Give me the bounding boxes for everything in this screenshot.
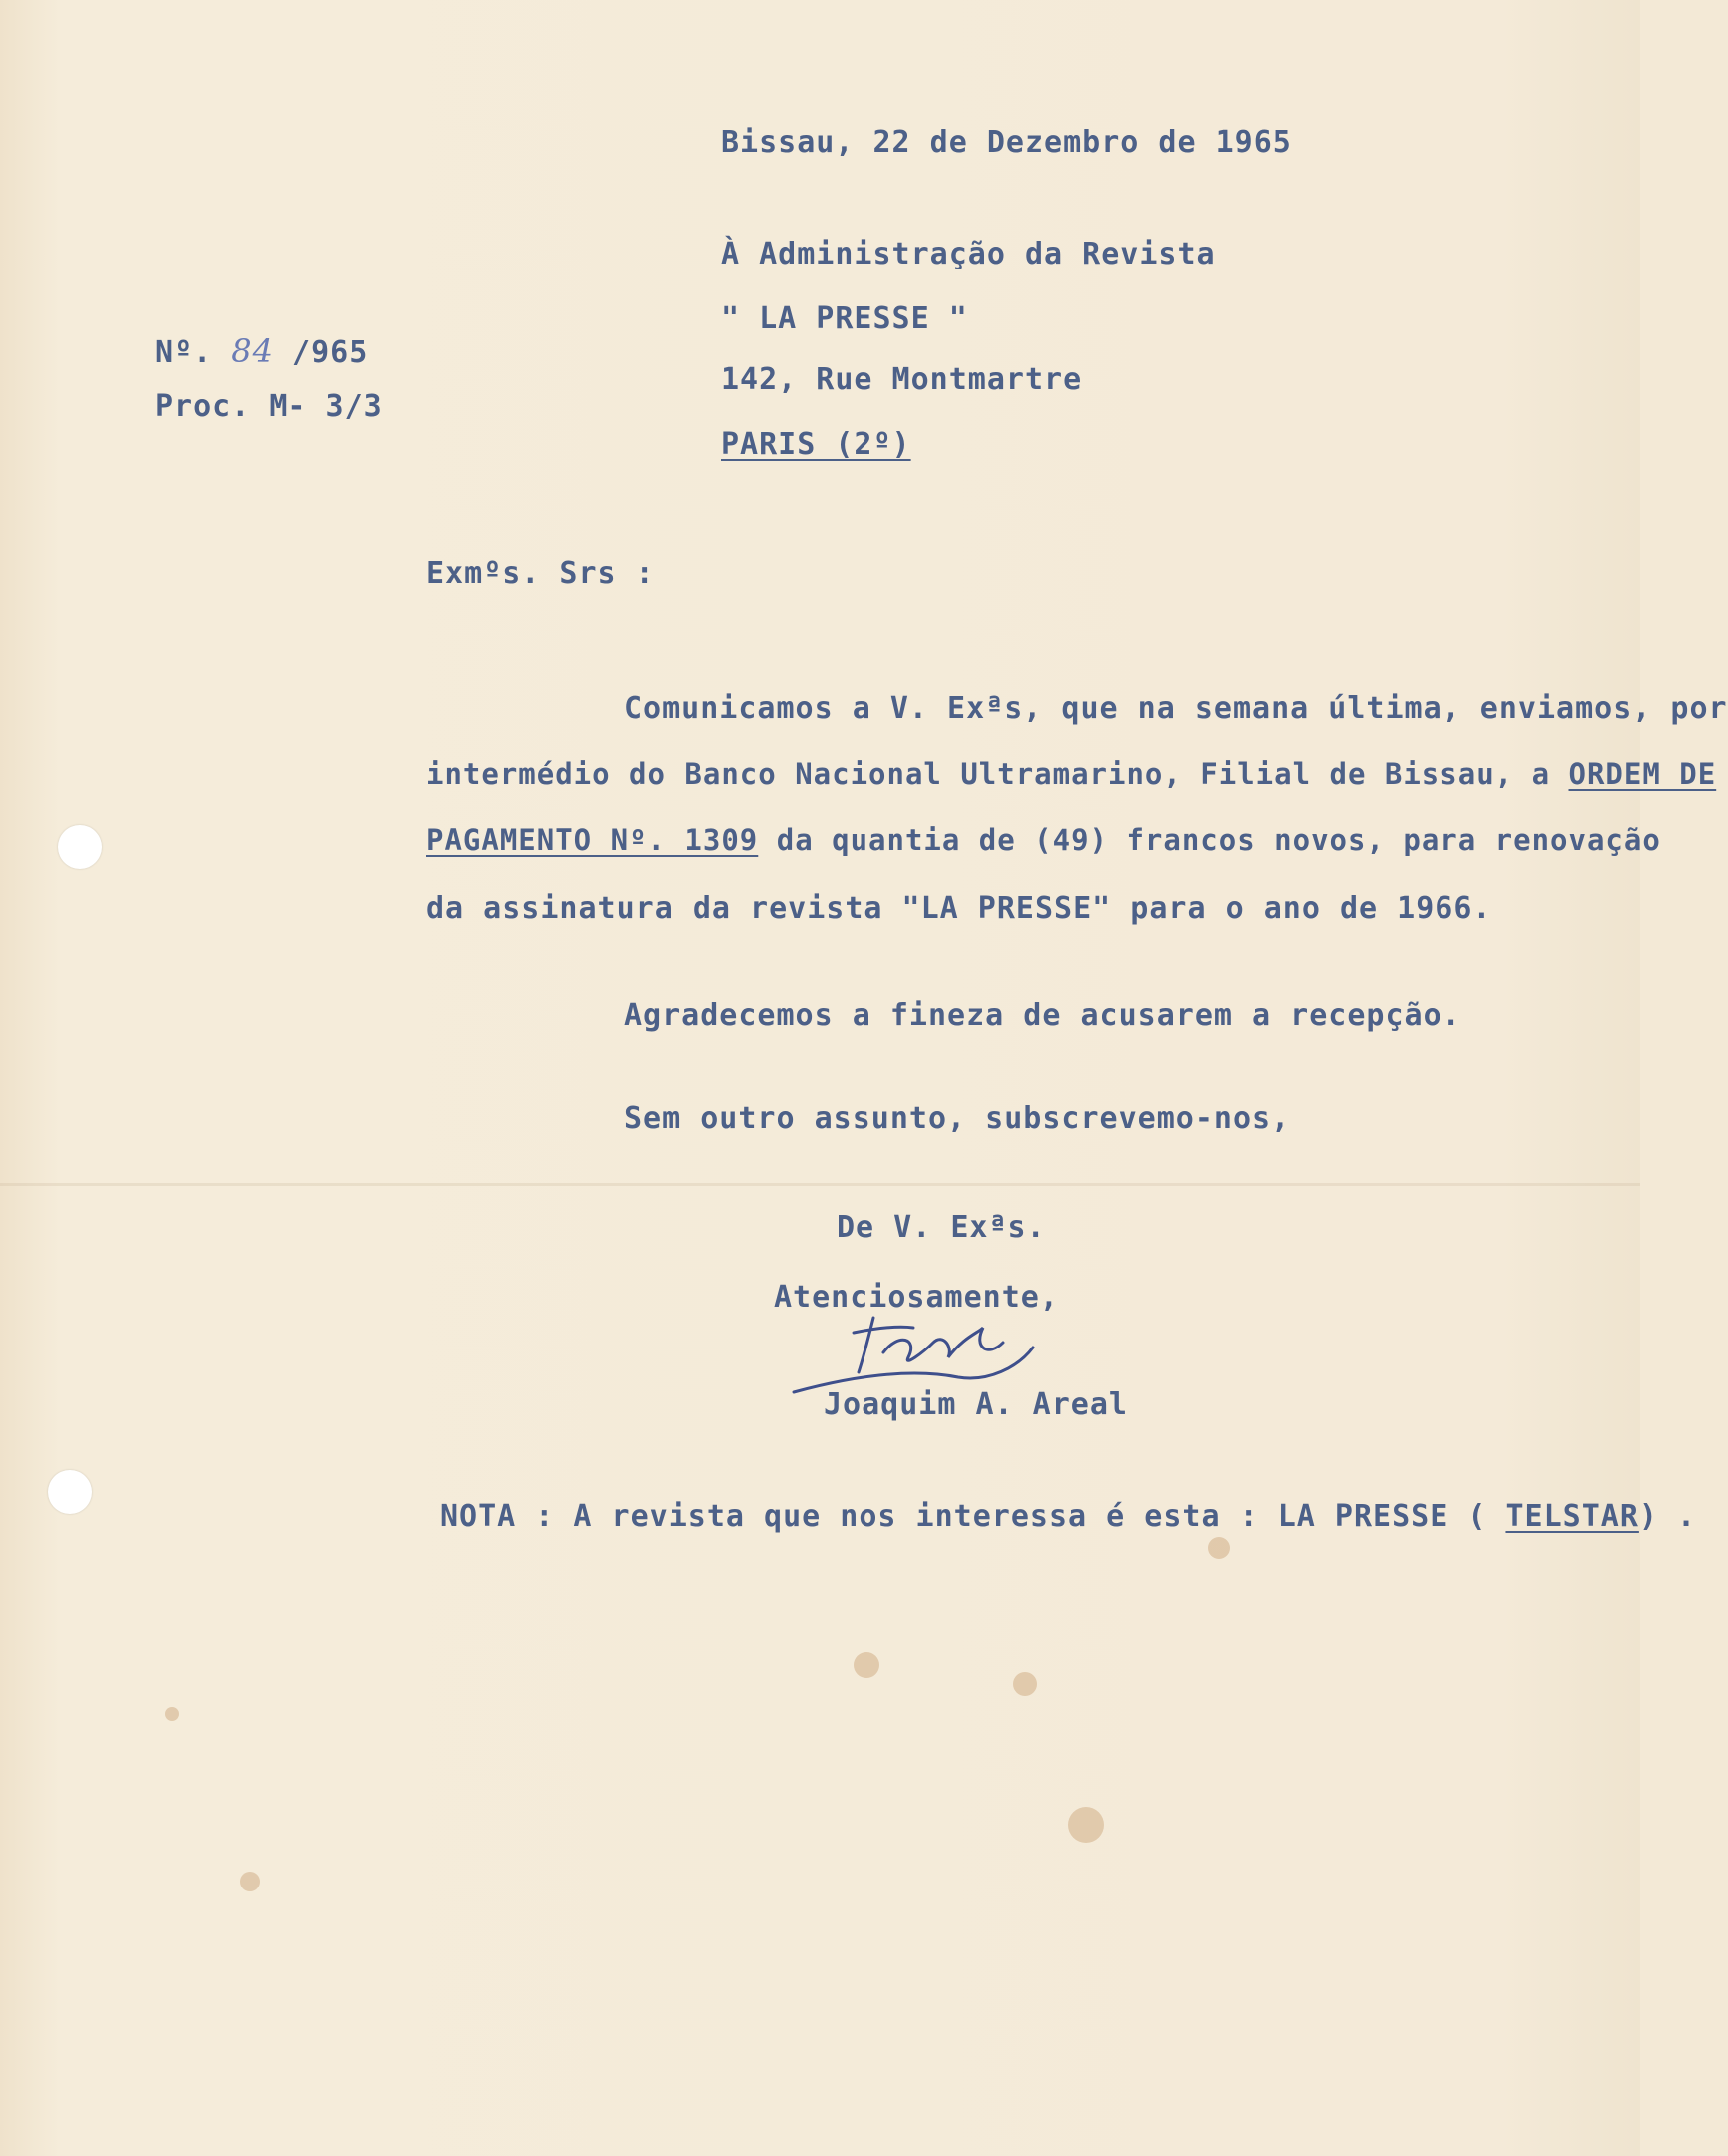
closing-line-2: Atenciosamente, — [774, 1280, 1059, 1315]
foxing-spot — [165, 1707, 179, 1721]
body-p1-line-3-text: da quantia de (49) francos novos, para renovação — [758, 823, 1661, 857]
payment-order-label: ORDEM DE — [1568, 757, 1717, 791]
nota-text: A revista que nos interessa é esta : LA PRESSE ( — [554, 1499, 1506, 1534]
reference-prefix: Nº. — [155, 335, 213, 370]
punch-hole-bottom — [48, 1470, 92, 1514]
foxing-spot — [1208, 1537, 1230, 1559]
signer-name: Joaquim A. Areal — [824, 1387, 1128, 1422]
closing-line-1: De V. Exªs. — [837, 1210, 1046, 1245]
body-p1-line-3 — [426, 823, 1661, 857]
body-p1-line-2 — [426, 757, 1717, 791]
salutation: Exmºs. Srs : — [426, 556, 655, 591]
process-number: Proc. M- 3/3 — [155, 389, 383, 424]
reference-number — [155, 332, 368, 370]
body-p1-line-4: da assinatura da revista "LA PRESSE" para o ano de 1966. — [426, 891, 1492, 926]
recipient-line-4: PARIS (2º) — [721, 427, 911, 462]
payment-order-number: PAGAMENTO Nº. 1309 — [426, 823, 759, 857]
nota-telstar: TELSTAR — [1505, 1499, 1639, 1534]
nota-text-end: ) . — [1638, 1499, 1697, 1534]
paper-fold — [0, 1183, 1640, 1186]
foxing-spot — [240, 1872, 260, 1891]
body-p3: Sem outro assunto, subscrevemo-nos, — [624, 1101, 1291, 1136]
recipient-line-3: 142, Rue Montmartre — [721, 362, 1083, 397]
nota-label: NOTA : — [440, 1499, 555, 1534]
recipient-line-1: À Administração da Revista — [721, 237, 1216, 271]
reference-handwritten-number: 84 — [231, 332, 274, 370]
nota-line — [440, 1499, 1696, 1534]
punch-hole-top — [58, 825, 102, 869]
foxing-spot — [1068, 1807, 1104, 1843]
body-p1-line-2-text: intermédio do Banco Nacional Ultramarino, Filial de Bissau, a — [426, 757, 1569, 791]
date-line: Bissau, 22 de Dezembro de 1965 — [721, 125, 1292, 160]
recipient-line-2: " LA PRESSE " — [721, 301, 968, 336]
foxing-spot — [854, 1652, 879, 1678]
foxing-spot — [1013, 1672, 1037, 1696]
reference-suffix: /965 — [292, 335, 369, 370]
body-p1-line-1: Comunicamos a V. Exªs, que na semana última, enviamos, por — [624, 691, 1728, 726]
body-p2: Agradecemos a fineza de acusarem a recepção. — [624, 998, 1461, 1033]
